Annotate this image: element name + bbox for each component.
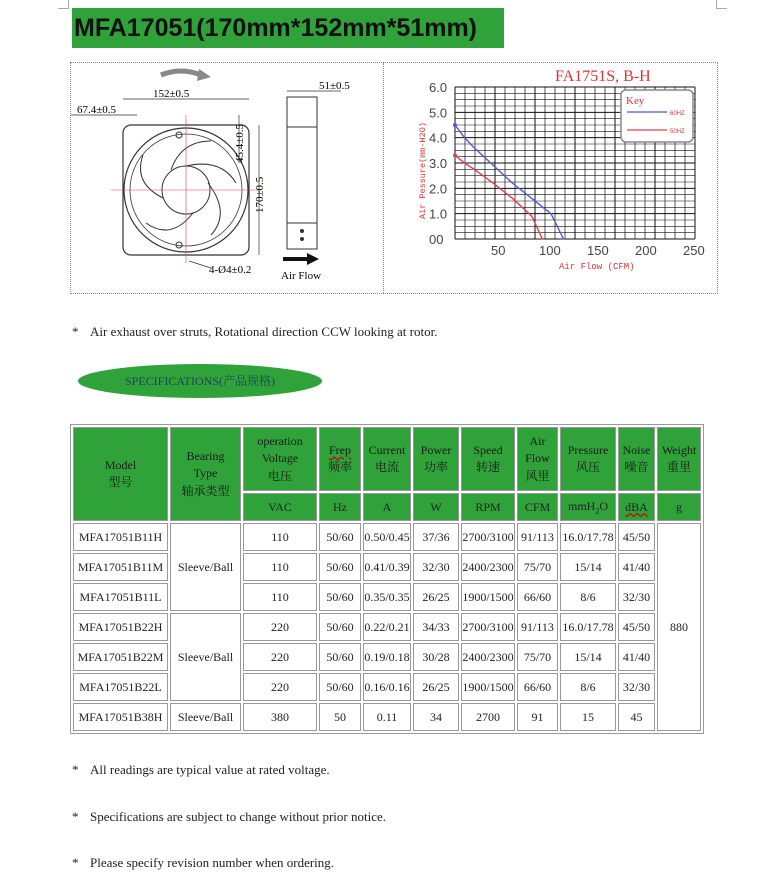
cell-weight: 880 (657, 523, 701, 731)
cell-airflow: 91/113 (517, 613, 558, 641)
cell-speed: 2700/3100 (461, 613, 515, 641)
cell-pressure: 8/6 (560, 583, 616, 611)
cell-power: 26/25 (413, 583, 459, 611)
cell-voltage: 110 (243, 523, 317, 551)
series-point (531, 216, 532, 217)
cell-model: MFA17051B22H (73, 613, 168, 641)
specs-table (70, 424, 704, 734)
x-tick-label: 150 (587, 243, 609, 258)
cell-model: MFA17051B22L (73, 673, 168, 701)
series-point (512, 183, 513, 184)
series-point (453, 123, 457, 127)
unit-power: W (413, 493, 459, 521)
header-power: Power 功率 (413, 427, 459, 491)
series-point (563, 238, 564, 239)
series-point (493, 183, 494, 184)
legend-entry: 60HZ (670, 111, 685, 117)
note-bottom-1: * All readings are typical value at rated voltage. (72, 762, 330, 777)
table-row (73, 703, 701, 731)
y-tick-label: 4.0 (429, 130, 448, 146)
cell-current: 0.35/0.35 (363, 583, 411, 611)
specs-label: SPECIFICATIONS(产品规格) (78, 364, 322, 398)
note-top (72, 324, 437, 340)
cell-speed: 2700 (461, 703, 515, 731)
note-bottom-3: * Please specify revision number when ordering. (72, 855, 335, 870)
series-point (493, 165, 494, 166)
y-tick-label: 3.0 (429, 156, 448, 171)
cell-power: 30/28 (413, 643, 459, 671)
cell-model: MFA17051B11L (73, 583, 168, 611)
legend-entry: 50HZ (670, 129, 685, 135)
cell-noise: 45/50 (618, 613, 655, 641)
series-point (512, 198, 513, 199)
figure-box (70, 62, 718, 294)
cell-noise: 45 (618, 703, 655, 731)
cell-power: 34/33 (413, 613, 459, 641)
cell-freq: 50/60 (319, 523, 361, 551)
cell-speed: 1900/1500 (461, 673, 515, 701)
dim-width: 152±0.5 (153, 88, 190, 100)
header-speed: Speed 转速 (461, 427, 515, 491)
cell-freq: 50/60 (319, 583, 361, 611)
cell-voltage: 220 (243, 613, 317, 641)
cell-power: 26/25 (413, 673, 459, 701)
cell-voltage: 110 (243, 553, 317, 581)
y-axis-label: Air Pessure(mm-H2O) (418, 122, 428, 219)
cell-pressure: 16.0/17.78 (560, 523, 616, 551)
rotation-arrow-icon (161, 71, 201, 75)
cell-model: MFA17051B11H (73, 523, 168, 551)
series-point (474, 147, 475, 148)
cell-airflow: 91/113 (517, 523, 558, 551)
header-airflow: Air Flow 风里 (517, 427, 558, 491)
cell-voltage: 110 (243, 583, 317, 611)
dim-inner: 45.4±0.5 (234, 123, 246, 163)
unit-current: A (363, 493, 411, 521)
cell-airflow: 66/60 (517, 583, 558, 611)
product-title: MFA17051(170mm*152mm*51mm) (72, 8, 504, 48)
cell-current: 0.41/0.39 (363, 553, 411, 581)
cell-airflow: 75/70 (517, 553, 558, 581)
y-tick-label: 1.0 (429, 206, 448, 222)
cell-voltage: 220 (243, 673, 317, 701)
header-bearing: Bearing Type 轴承类型 (170, 427, 241, 521)
cell-voltage: 380 (243, 703, 317, 731)
cell-noise: 41/40 (618, 643, 655, 671)
cell-freq: 50/60 (319, 643, 361, 671)
x-tick-label: 100 (539, 243, 561, 258)
series-point (531, 198, 532, 199)
cell-power: 34 (413, 703, 459, 731)
cell-model: MFA17051B38H (73, 703, 168, 731)
series-point (453, 153, 457, 157)
x-tick-label: 50 (491, 243, 506, 258)
cell-pressure: 16.0/17.78 (560, 613, 616, 641)
cell-freq: 50/60 (319, 613, 361, 641)
fan-drawing-svg (71, 63, 383, 293)
unit-weight: g (657, 493, 701, 521)
note-bullet: * (72, 324, 79, 339)
y-tick-label: 2.0 (429, 181, 448, 197)
dim-depth: 51±0.5 (319, 80, 350, 92)
series-point (474, 169, 475, 170)
legend-title: Key (626, 95, 645, 107)
table-row (73, 553, 701, 581)
cell-power: 32/30 (413, 553, 459, 581)
corner-mark-left (58, 0, 69, 9)
cell-current: 0.19/0.18 (363, 643, 411, 671)
header-weight: Weight 重里 (657, 427, 701, 491)
cell-freq: 50/60 (319, 673, 361, 701)
header-current: Current 电流 (363, 427, 411, 491)
corner-mark-right (716, 0, 727, 9)
y-tick-label: 5.0 (429, 105, 448, 121)
unit-freq: Hz (319, 493, 361, 521)
cell-voltage: 220 (243, 643, 317, 671)
header-model: Model 型号 (73, 427, 168, 521)
x-tick-label: 200 (635, 243, 657, 258)
performance-chart (383, 63, 717, 293)
cell-current: 0.22/0.21 (363, 613, 411, 641)
cell-airflow: 91 (517, 703, 558, 731)
cell-bearing: Sleeve/Ball (170, 703, 241, 731)
unit-noise: dBA (618, 493, 655, 521)
cell-pressure: 15/14 (560, 643, 616, 671)
airflow-label: Air Flow (281, 270, 322, 282)
table-row (73, 523, 701, 551)
table-row (73, 643, 701, 671)
cell-freq: 50/60 (319, 553, 361, 581)
cell-noise: 41/40 (618, 553, 655, 581)
series-point (464, 137, 465, 138)
series-point (542, 238, 543, 239)
note-top-text: Air exhaust over struts, Rotational direction CCW looking at rotor. (90, 324, 438, 339)
cell-airflow: 75/70 (517, 643, 558, 671)
unit-airflow: CFM (517, 493, 558, 521)
cell-model: MFA17051B22M (73, 643, 168, 671)
cell-noise: 45/50 (618, 523, 655, 551)
cell-speed: 2400/2300 (461, 553, 515, 581)
cell-bearing: Sleeve/Ball (170, 613, 241, 701)
header-noise: Noise 噪音 (618, 427, 655, 491)
x-axis-label: Air Flow (CFM) (559, 262, 635, 272)
cell-pressure: 8/6 (560, 673, 616, 701)
cell-pressure: 15 (560, 703, 616, 731)
fan-side-icon (287, 97, 317, 249)
cell-bearing: Sleeve/Ball (170, 523, 241, 611)
note-bottom-2: * Specifications are subject to change without prior notice. (72, 809, 387, 824)
table-row (73, 583, 701, 611)
header-pressure: Pressure 风压 (560, 427, 616, 491)
dim-height: 170±0.5 (254, 176, 266, 213)
unit-voltage: VAC (243, 493, 317, 521)
table-row (73, 673, 701, 701)
dim-left: 67.4±0.5 (77, 104, 117, 116)
cell-noise: 32/30 (618, 673, 655, 701)
series-point (464, 162, 465, 163)
cell-current: 0.11 (363, 703, 411, 731)
cell-speed: 1900/1500 (461, 583, 515, 611)
dim-holes: 4-Ø4±0.2 (209, 264, 252, 276)
x-tick-label: 250 (683, 243, 705, 258)
unit-pressure: mmH$_2$O (560, 493, 616, 521)
cell-freq: 50 (319, 703, 361, 731)
cell-noise: 32/30 (618, 583, 655, 611)
cell-power: 37/36 (413, 523, 459, 551)
header-voltage: operation Voltage 电压 (243, 427, 317, 491)
fan-drawing (71, 63, 384, 293)
cell-airflow: 66/60 (517, 673, 558, 701)
cell-pressure: 15/14 (560, 553, 616, 581)
y-tick-label: 00 (429, 232, 444, 247)
unit-speed: RPM (461, 493, 515, 521)
y-tick-label: 6.0 (429, 80, 448, 95)
chart-title: FA1751S, B-H (555, 68, 651, 85)
header-freq: Frep 频率 (319, 427, 361, 491)
cell-current: 0.50/0.45 (363, 523, 411, 551)
header-row (73, 427, 701, 491)
table-row (73, 613, 701, 641)
cell-speed: 2700/3100 (461, 523, 515, 551)
cell-model: MFA17051B11M (73, 553, 168, 581)
cell-speed: 2400/2300 (461, 643, 515, 671)
series-point (550, 213, 551, 214)
cell-current: 0.16/0.16 (363, 673, 411, 701)
